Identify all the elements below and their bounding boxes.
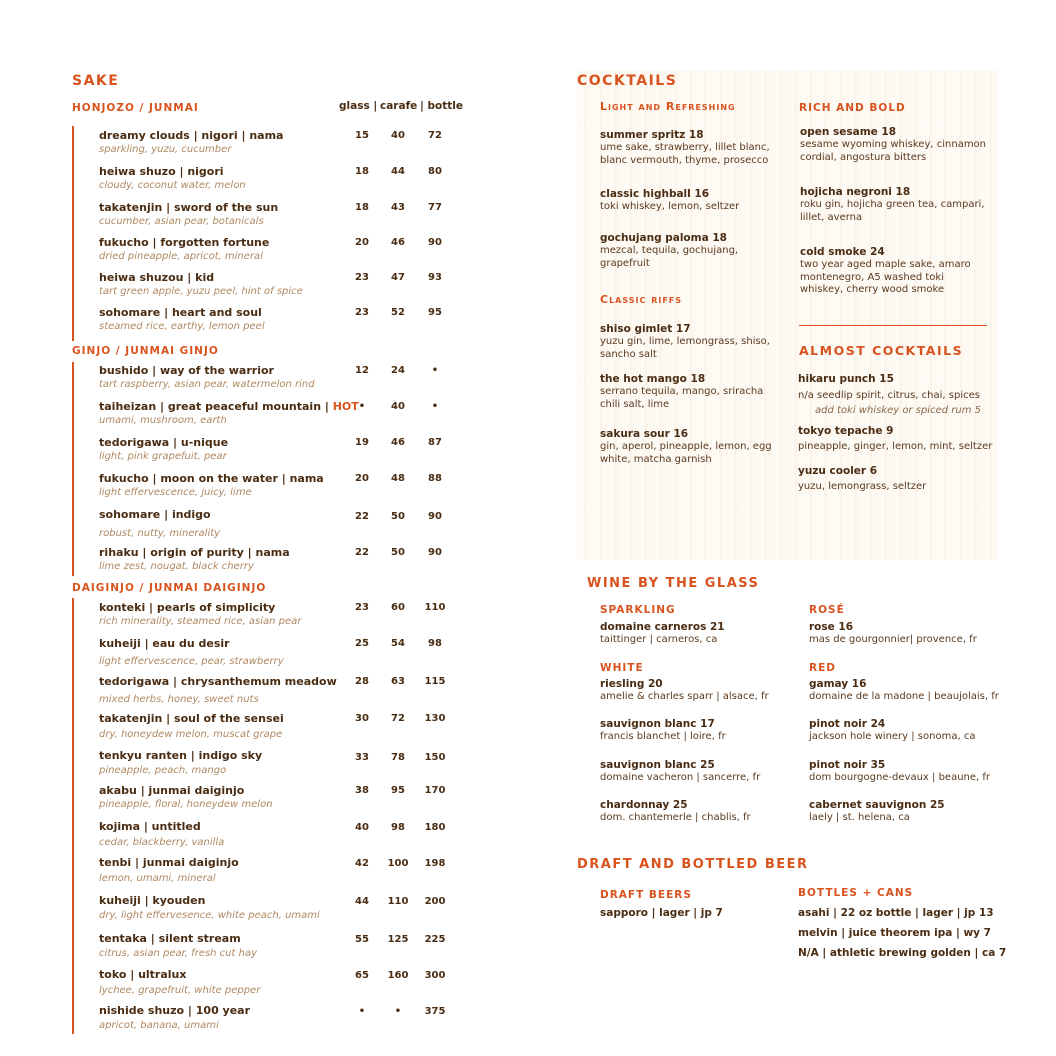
glass-price: 22 (355, 547, 369, 558)
cocktail-name: summer spritz 18 (600, 129, 704, 141)
carafe-price: 63 (391, 676, 405, 687)
bottle-price: 90 (428, 511, 442, 522)
sake-item (99, 820, 559, 849)
bottle-price: • (431, 365, 439, 376)
glass-price: • (358, 1006, 366, 1017)
sake-name: takatenjin | sword of the sun (99, 201, 279, 214)
glass-price: 12 (355, 365, 369, 376)
glass-price: 23 (355, 307, 369, 318)
cocktail-description: toki whiskey, lemon, seltzer (600, 201, 740, 212)
carafe-price: 24 (391, 365, 405, 376)
sake-name: tedorigawa | chrysanthemum meadow (99, 675, 337, 688)
cocktail-description: ume sake, strawberry, lillet blanc, blanc vermouth, thyme, prosecco (600, 142, 770, 166)
cocktail-description: roku gin, hojicha green tea, campari, lillet, averna (800, 199, 985, 223)
sake-notes: sparkling, yuzu, cucumber (99, 144, 232, 155)
cocktail-description: serrano tequila, mango, sriracha chili salt, lime (600, 386, 764, 410)
cocktail-name: tokyo tepache 9 (798, 425, 894, 437)
carafe-price: 60 (391, 602, 405, 613)
sake-name: kojima | untitled (99, 820, 201, 833)
wine-producer: domaine de la madone | beaujolais, fr (809, 691, 999, 702)
sake-name: takatenjin | soul of the sensei (99, 712, 284, 725)
carafe-price: 95 (391, 785, 405, 796)
cocktail-item (600, 322, 780, 361)
wine-item (600, 758, 800, 785)
cocktail-description: mezcal, tequila, gochujang, grapefruit (600, 245, 739, 269)
cocktail-name: classic highball 16 (600, 188, 710, 200)
wine-item (600, 677, 800, 704)
wine-producer: francis blanchet | loire, fr (600, 731, 726, 742)
heading-classic-riffs: Classic riffs (600, 293, 683, 306)
sake-name: tedorigawa | u-nique (99, 436, 229, 449)
cocktail-addon-note: add toki whiskey or spiced rum 5 (815, 404, 981, 416)
glass-price: 28 (355, 676, 369, 687)
wine-name: sauvignon blanc 17 (600, 718, 715, 730)
sake-title: SAKE (72, 73, 120, 89)
section-rule-ginjo (72, 362, 74, 576)
wine-item (600, 717, 800, 744)
bottle-price: 225 (424, 934, 446, 945)
bottle-price: 72 (428, 130, 442, 141)
cocktail-name: sakura sour 16 (600, 428, 689, 440)
sake-name: kuheiji | kyouden (99, 894, 206, 907)
cocktail-name: gochujang paloma 18 (600, 232, 727, 244)
glass-price: 42 (355, 858, 369, 869)
cocktail-name: hikaru punch 15 (798, 373, 894, 385)
sake-notes: umami, mushroom, earth (99, 415, 227, 426)
sake-notes: cucumber, asian pear, botanicals (99, 216, 264, 227)
sake-notes: lemon, umami, mineral (99, 873, 216, 884)
cocktail-description: pineapple, ginger, lemon, mint, seltzer (798, 441, 993, 452)
sake-name: kuheiji | eau du desir (99, 637, 230, 650)
cocktail-item (600, 231, 760, 270)
wine-item (809, 677, 1009, 704)
sake-name: toko | ultralux (99, 968, 187, 981)
section-heading-honjozo: HONJOZO / JUNMAI (72, 102, 199, 114)
sake-name (99, 400, 559, 414)
bottle-price: • (431, 401, 439, 412)
bottle-price: 198 (424, 858, 446, 869)
hot-badge: HOT (332, 400, 359, 413)
heading-sparkling: SPARKLING (600, 604, 676, 616)
sake-notes: pineapple, floral, honeydew melon (99, 799, 273, 810)
sake-item (99, 601, 559, 628)
sake-notes: lime zest, nougat, black cherry (99, 561, 254, 572)
sake-item (99, 784, 559, 811)
beer-title: DRAFT AND BOTTLED BEER (577, 857, 809, 872)
sake-name: heiwa shuzo | nigori (99, 165, 224, 178)
wine-name: chardonnay 25 (600, 799, 688, 811)
heading-white: WHITE (600, 662, 644, 674)
wine-producer: domaine vacheron | sancerre, fr (600, 772, 761, 783)
sake-name: tenbi | junmai daiginjo (99, 856, 239, 869)
sake-name: sohomare | heart and soul (99, 306, 262, 319)
glass-price: 23 (355, 272, 369, 283)
sake-notes: cloudy, coconut water, melon (99, 180, 246, 191)
sake-item (99, 306, 559, 333)
sake-name: fukucho | forgotten fortune (99, 236, 270, 249)
cocktails-title: COCKTAILS (577, 73, 678, 89)
sake-name: tenkyu ranten | indigo sky (99, 749, 263, 762)
bottle-price: 80 (428, 166, 442, 177)
sake-notes: rich minerality, steamed rice, asian pear (99, 616, 302, 627)
bottle-price: 300 (424, 970, 446, 981)
heading-almost-cocktails: ALMOST COCKTAILS (799, 343, 964, 358)
sake-item (99, 129, 559, 156)
cocktail-name: cold smoke 24 (800, 246, 885, 258)
bottle-price: 90 (428, 547, 442, 558)
sake-name: konteki | pearls of simplicity (99, 601, 276, 614)
glass-price: 22 (355, 511, 369, 522)
beer-item: N/A | athletic brewing golden | ca 7 (798, 947, 1007, 959)
cocktail-item (798, 372, 998, 417)
cocktail-name: open sesame 18 (800, 126, 897, 138)
sake-notes: light effervescence, juicy, lime (99, 487, 252, 498)
glass-price: 18 (355, 202, 369, 213)
glass-price: 18 (355, 166, 369, 177)
sake-notes: steamed rice, earthy, lemon peel (99, 321, 265, 332)
wine-name: pinot noir 24 (809, 718, 886, 730)
sake-item (99, 546, 559, 573)
sake-item (99, 637, 559, 668)
wine-name: cabernet sauvignon 25 (809, 799, 945, 811)
sake-item (99, 932, 559, 960)
cocktail-item (600, 187, 780, 214)
carafe-price: 100 (387, 858, 409, 869)
glass-price: 30 (355, 713, 369, 724)
sake-name: tentaka | silent stream (99, 932, 241, 945)
cocktail-item (600, 128, 780, 167)
heading-light-refreshing: Light and Refreshing (600, 100, 736, 113)
wine-item (600, 798, 800, 825)
beer-item: sapporo | lager | jp 7 (600, 907, 723, 919)
glass-price: • (358, 401, 366, 412)
bottle-price: 87 (428, 437, 442, 448)
wine-item (809, 798, 1009, 825)
carafe-price: 50 (391, 511, 405, 522)
glass-price: 25 (355, 638, 369, 649)
wine-title: WINE BY THE GLASS (587, 576, 760, 591)
section-rule-daiginjo (72, 598, 74, 1034)
bottle-price: 180 (424, 822, 446, 833)
sake-notes: light, pink grapefuit, pear (99, 451, 227, 462)
sake-name: sohomare | indigo (99, 508, 211, 521)
carafe-price: 40 (391, 130, 405, 141)
sake-item (99, 271, 559, 298)
bottle-price: 130 (424, 713, 446, 724)
sake-notes: mixed herbs, honey, sweet nuts (99, 694, 259, 705)
bottle-price: 90 (428, 237, 442, 248)
heading-draft-beers: DRAFT BEERS (600, 889, 692, 901)
glass-price: 65 (355, 970, 369, 981)
bottle-price: 110 (424, 602, 446, 613)
wine-producer: dom bourgogne-devaux | beaune, fr (809, 772, 991, 783)
sake-name-text: taiheizan | great peaceful mountain | (99, 400, 333, 413)
carafe-price: 48 (391, 473, 405, 484)
sake-notes: citrus, asian pear, fresh cut hay (99, 948, 257, 959)
cocktail-description: two year aged maple sake, amaro montenegro, A5 washed toki whiskey, cherry wood smoke (800, 259, 971, 295)
sake-notes: pineapple, peach, mango (99, 765, 227, 776)
glass-price: 44 (355, 896, 369, 907)
wine-item (809, 620, 1009, 647)
sake-notes: lychee, grapefruit, white pepper (99, 985, 261, 996)
carafe-price: 44 (391, 166, 405, 177)
wine-name: gamay 16 (809, 678, 867, 690)
bottle-price: 95 (428, 307, 442, 318)
cocktail-item (800, 245, 975, 297)
glass-price: 33 (355, 752, 369, 763)
wine-producer: dom. chantemerle | chablis, fr (600, 812, 751, 823)
cocktail-name: shiso gimlet 17 (600, 323, 691, 335)
wine-name: sauvignon blanc 25 (600, 759, 715, 771)
sake-name: rihaku | origin of purity | nama (99, 546, 290, 559)
cocktail-description: yuzu, lemongrass, seltzer (798, 481, 927, 492)
cocktail-item (800, 125, 995, 164)
bottle-price: 93 (428, 272, 442, 283)
cocktail-item (798, 464, 998, 494)
sake-item (99, 968, 559, 997)
section-heading-ginjo: GINJO / JUNMAI GINJO (72, 345, 219, 357)
sake-item (99, 894, 559, 922)
cocktail-name: hojicha negroni 18 (800, 186, 911, 198)
sake-notes: dry, light effervesence, white peach, umami (99, 910, 320, 921)
sake-notes: tart raspberry, asian pear, watermelon rind (99, 379, 315, 390)
wine-name: riesling 20 (600, 678, 663, 690)
cocktail-item (798, 424, 998, 454)
sake-item (99, 856, 559, 885)
sake-item (99, 508, 559, 540)
cocktail-description: yuzu gin, lime, lemongrass, shiso, sancho salt (600, 336, 770, 360)
carafe-price: • (394, 1006, 402, 1017)
wine-producer: amelie & charles sparr | alsace, fr (600, 691, 769, 702)
sake-notes: cedar, blackberry, vanilla (99, 837, 225, 848)
sake-notes: dry, honeydew melon, muscat grape (99, 729, 283, 740)
carafe-price: 160 (387, 970, 409, 981)
cocktail-name: yuzu cooler 6 (798, 465, 878, 477)
bottle-price: 150 (424, 752, 446, 763)
carafe-price: 46 (391, 237, 405, 248)
bottle-price: 88 (428, 473, 442, 484)
bottle-price: 115 (424, 676, 446, 687)
sake-name: heiwa shuzou | kid (99, 271, 215, 284)
sake-item (99, 201, 559, 228)
carafe-price: 110 (387, 896, 409, 907)
cocktail-item (600, 427, 780, 466)
wine-producer: taittinger | carneros, ca (600, 634, 718, 645)
section-heading-daiginjo: DAIGINJO / JUNMAI DAIGINJO (72, 582, 267, 594)
heading-rose: ROSÉ (809, 604, 845, 616)
section-rule-honjozo (72, 126, 74, 341)
glass-price: 15 (355, 130, 369, 141)
heading-rich-bold: RICH AND BOLD (799, 102, 906, 114)
column-header-bottle: | bottle (420, 100, 463, 112)
cocktail-item (800, 185, 995, 224)
wine-producer: jackson hole winery | sonoma, ca (809, 731, 976, 742)
carafe-price: 125 (387, 934, 409, 945)
sake-notes: light effervescence, pear, strawberry (99, 656, 284, 667)
sake-name: nishide shuzo | 100 year (99, 1004, 251, 1017)
sake-name: akabu | junmai daiginjo (99, 784, 245, 797)
sake-notes: tart green apple, yuzu peel, hint of spice (99, 286, 303, 297)
wine-name: rose 16 (809, 621, 854, 633)
column-header-glass: glass | (339, 100, 378, 112)
bottle-price: 98 (428, 638, 442, 649)
bottle-price: 200 (424, 896, 446, 907)
wine-item (600, 620, 800, 647)
glass-price: 23 (355, 602, 369, 613)
bottle-price: 170 (424, 785, 446, 796)
heading-bottles-cans: BOTTLES + CANS (798, 887, 914, 899)
bottle-price: 77 (428, 202, 442, 213)
sake-item (99, 712, 559, 741)
sake-item (99, 675, 559, 706)
sake-item (99, 749, 559, 777)
glass-price: 19 (355, 437, 369, 448)
sake-item (99, 472, 559, 499)
carafe-price: 47 (391, 272, 405, 283)
carafe-price: 46 (391, 437, 405, 448)
sake-name: fukucho | moon on the water | nama (99, 472, 324, 485)
heading-red: RED (809, 662, 836, 674)
cocktail-name: the hot mango 18 (600, 373, 706, 385)
carafe-price: 43 (391, 202, 405, 213)
cocktail-description: gin, aperol, pineapple, lemon, egg white, matcha garnish (600, 441, 772, 465)
cocktail-item (600, 372, 780, 411)
glass-price: 20 (355, 237, 369, 248)
sake-item (99, 364, 559, 391)
sake-notes: dried pineapple, apricot, mineral (99, 251, 263, 262)
wine-name: domaine carneros 21 (600, 621, 725, 633)
sake-name: bushido | way of the warrior (99, 364, 274, 377)
wine-item (809, 758, 1009, 785)
carafe-price: 50 (391, 547, 405, 558)
sake-item (99, 400, 559, 427)
glass-price: 55 (355, 934, 369, 945)
carafe-price: 78 (391, 752, 405, 763)
wine-item (809, 717, 1009, 744)
column-header-carafe: carafe (380, 100, 418, 112)
sake-item (99, 236, 559, 263)
carafe-price: 52 (391, 307, 405, 318)
glass-price: 20 (355, 473, 369, 484)
beer-item: melvin | juice theorem ipa | wy 7 (798, 927, 991, 939)
carafe-price: 98 (391, 822, 405, 833)
carafe-price: 72 (391, 713, 405, 724)
sake-item (99, 1004, 559, 1032)
bottle-price: 375 (424, 1006, 446, 1017)
sake-notes: apricot, banana, umami (99, 1020, 219, 1031)
wine-producer: laely | st. helena, ca (809, 812, 910, 823)
carafe-price: 54 (391, 638, 405, 649)
glass-price: 38 (355, 785, 369, 796)
wine-name: pinot noir 35 (809, 759, 886, 771)
sake-name: dreamy clouds | nigori | nama (99, 129, 284, 142)
beer-item: asahi | 22 oz bottle | lager | jp 13 (798, 907, 994, 919)
sake-item (99, 165, 559, 192)
sake-item (99, 436, 559, 463)
wine-producer: mas de gourgonnier| provence, fr (809, 634, 977, 645)
glass-price: 40 (355, 822, 369, 833)
sake-notes: robust, nutty, minerality (99, 528, 221, 539)
carafe-price: 40 (391, 401, 405, 412)
cocktail-description: sesame wyoming whiskey, cinnamon cordial, angostura bitters (800, 139, 987, 163)
cocktail-description: n/a seedlip spirit, citrus, chai, spices (798, 390, 980, 401)
divider-line (799, 325, 987, 326)
